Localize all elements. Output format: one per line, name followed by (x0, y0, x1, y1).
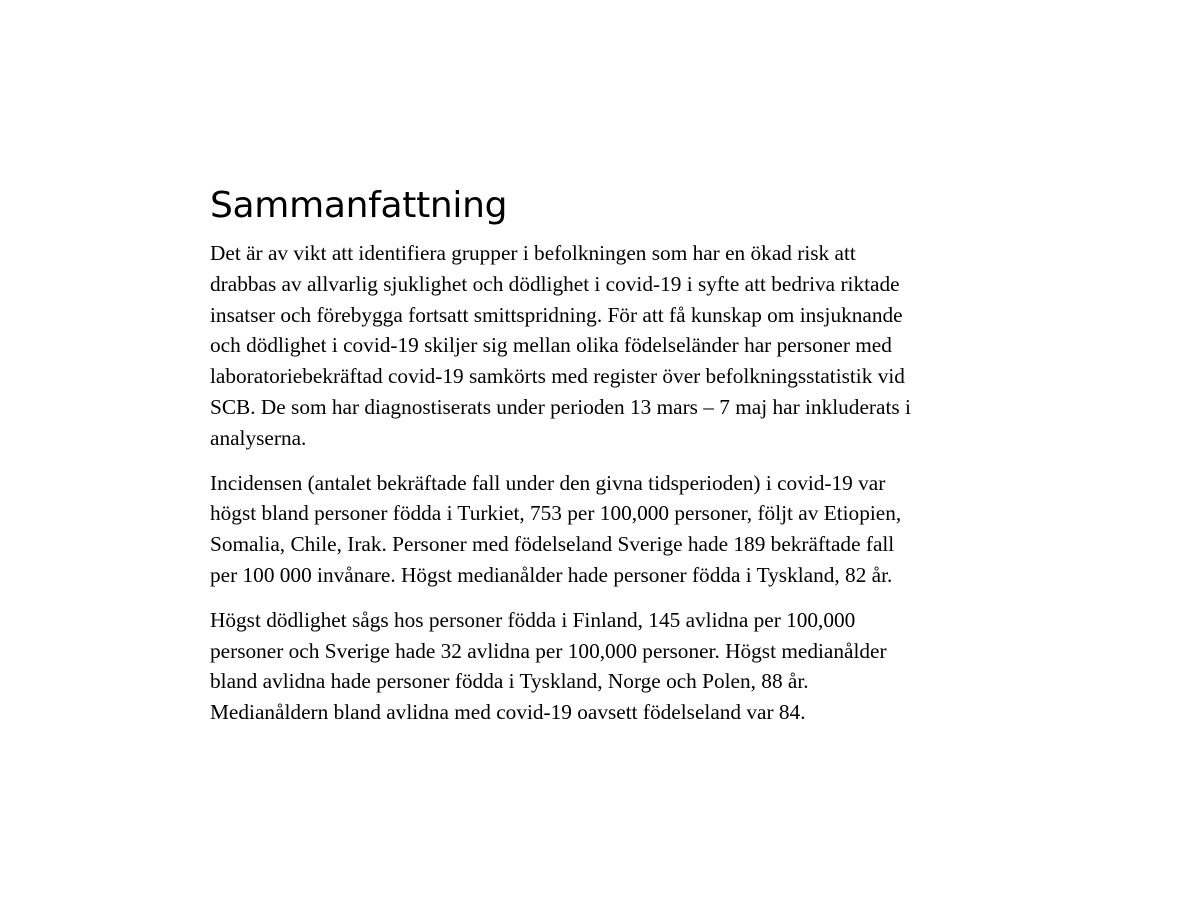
paragraph-line: SCB. De som har diagnostiserats under perioden 13 mars – 7 maj har inkluderats i (210, 394, 911, 419)
paragraph-line: drabbas av allvarlig sjuklighet och dödlighet i covid-19 i syfte att bedriva riktade (210, 271, 900, 296)
paragraph-line: Somalia, Chile, Irak. Personer med födelseland Sverige hade 189 bekräftade fall (210, 532, 895, 557)
paragraph-line: personer och Sverige hade 32 avlidna per 100,000 personer. Högst medianålder (210, 638, 887, 663)
paragraph-line: Det är av vikt att identifiera grupper i befolkningen som har en ökad risk att (210, 241, 856, 265)
paragraph-2 (210, 468, 980, 591)
document-page (210, 184, 980, 742)
paragraph-1 (210, 238, 980, 454)
paragraph-line: laboratoriebekräftad covid-19 samkörts med register över befolkningsstatistik vid (210, 364, 905, 389)
paragraph-line: Högst dödlighet sågs hos personer födda i Finland, 145 avlidna per 100,000 (210, 607, 856, 632)
paragraph-line: högst bland personer födda i Turkiet, 753 per 100,000 personer, följt av Etiopien, (210, 501, 902, 526)
paragraph-line: och dödlighet i covid-19 skiljer sig mellan olika födelseländer har personer med (210, 333, 892, 358)
paragraph-line: bland avlidna hade personer födda i Tyskland, Norge och Polen, 88 år. (210, 669, 809, 694)
paragraph-line: per 100 000 invånare. Högst medianålder hade personer födda i Tyskland, 82 år. (210, 562, 893, 587)
paragraph-line: analyserna. (210, 425, 307, 450)
paragraph-line: insatser och förebygga fortsatt smittspridning. För att få kunskap om insjuknande (210, 302, 903, 327)
page-title: Sammanfattning (210, 185, 508, 226)
paragraph-3 (210, 605, 980, 728)
paragraph-line: Medianåldern bland avlidna med covid-19 oavsett födelseland var 84. (210, 700, 806, 725)
paragraph-line: Incidensen (antalet bekräftade fall under den givna tidsperioden) i covid-19 var (210, 470, 886, 495)
